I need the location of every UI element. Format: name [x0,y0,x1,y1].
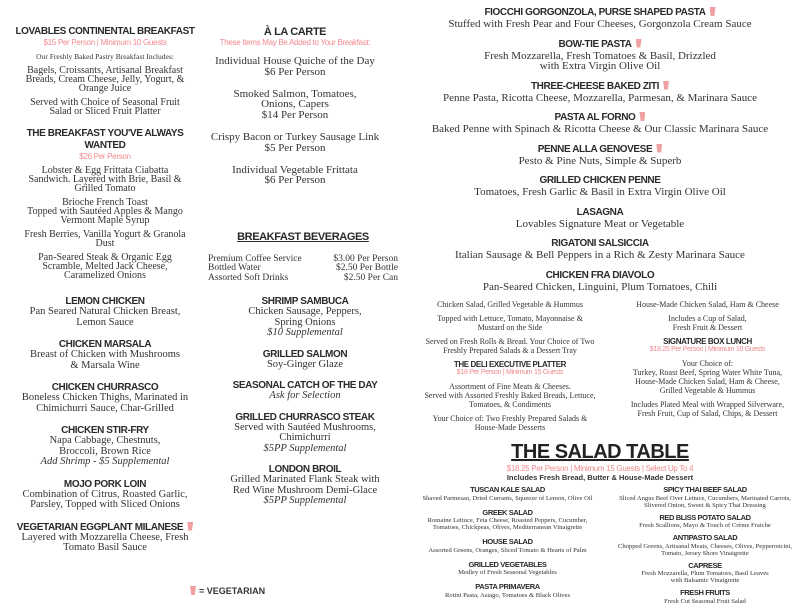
menu-item-title [405,583,610,592]
description-line: Assorted Greens, Oranges, Sliced Tomato & Hearts of Palm [428,546,587,554]
description-line: Pan-Seared Steak & Organic Egg [38,252,172,263]
beverage-row [208,274,398,284]
menu-item [610,589,800,605]
menu-item [400,270,800,293]
description-line: Tomatoes, Chickpeas, Olives, Mediterranean Vinaigrette [432,524,583,531]
description-line: Parsley, Topped with Sliced Onions [30,499,180,510]
menu-item [610,534,800,557]
vegetarian-icon [636,39,642,48]
description-line: Penne Pasta, Ricotta Cheese, Mozzarella, Parmesan, & Marinara Sauce [443,91,757,104]
description-line: $6 Per Person [264,65,326,78]
salad-table-includes: Includes Fresh Bread, Butter & House-Made Dessert [506,473,694,482]
menu-item-title [615,337,800,346]
menu-item [610,562,800,585]
description-line: Sandwich. Layered with Brie, Basil & [28,174,182,185]
description-line: Chopped Greens, Artisanal Meats, Cheeses, Olives, Pepperoncini, [617,542,793,550]
menu-item-description [5,230,205,248]
menu-item-title-text: CHICKEN STIR-FRY [61,425,149,436]
vegetarian-icon [656,144,662,153]
menu-item-title-text: PASTA PRIMAVERA [475,582,540,591]
menu-item-title [195,26,395,38]
description-line: Served with Assorted Freshly Baked Breads, Lettuce, [424,391,596,400]
breakfast-packages-column [5,26,205,292]
menu-item-title-text: HOUSE SALAD [482,537,533,546]
menu-item [400,238,800,261]
menu-item [405,300,615,355]
description-line: Assortment of Fine Meats & Cheeses. [449,382,571,391]
menu-item-description [400,219,800,230]
menu-item-description [400,187,800,198]
menu-item-description [610,495,800,509]
menu-item-description [610,598,800,605]
menu-item-description [400,282,800,293]
menu-item-title [610,589,800,598]
menu-item-description [5,66,205,93]
description-line: Chicken Sausage, Peppers, [248,306,362,317]
description-line: Grilled Marinated Flank Steak with [230,474,380,485]
description-line: Tomatoes, & Condiments [469,400,551,409]
menu-item-description [405,517,610,531]
menu-item-title [0,479,210,490]
description-line: Bagels, Croissants, Artisanal Breakfast [27,65,183,76]
menu-item-description [210,307,400,339]
menu-item-title [405,509,610,518]
description-line: Grilled Tomato [74,183,136,194]
menu-item-description [615,400,800,418]
menu-item [0,382,210,414]
menu-item [615,337,800,418]
menu-item-description [400,51,800,72]
menu-item-description [5,52,205,61]
entrees-left-column [0,296,210,558]
menu-item-title-text: CHICKEN MARSALA [58,339,152,350]
menu-item-title-text: LASAGNA [576,206,624,218]
description-line: Fresh Berries, Vanilla Yogurt & Granola [24,229,186,240]
description-line: Fresh Mozzarella, Fresh Tomatoes & Basil, Drizzled [484,49,716,62]
description-line: Fresh Cut Seasonal Fruit Salad [664,597,746,605]
menu-item [400,207,800,230]
menu-item-title [400,81,800,93]
menu-item-title-text: GRILLED CHICKEN PENNE [539,175,661,186]
description-line: & Marsala Wine [70,359,140,371]
description-line: Rotini Pasta, Asiago, Tomatoes & Black Olives [444,591,571,599]
description-line: Vermont Maple Syrup [60,215,150,226]
menu-item-price: $15 Per Person | Minimum 10 Guests [43,38,167,47]
description-line: Served on Fresh Rolls & Bread. Your Choice of Two [425,337,595,346]
description-line: Italian Sausage & Bell Peppers in a Rich & Zesty Marinara Sauce [455,249,745,261]
menu-item-description [195,165,395,187]
menu-item-title-text: FIOCCHI GORGONZOLA, PURSE SHAPED PASTA [484,7,706,18]
menu-item-title-text: FRESH FRUITS [680,588,730,597]
menu-item-title [405,538,610,547]
menu-item-title-text: LEMON CHICKEN [65,296,145,307]
description-line: House-Made Desserts [474,423,546,432]
description-line: Combination of Citrus, Roasted Garlic, [22,488,188,500]
menu-item-title [5,26,205,38]
menu-item-title-text: SPICY THAI BEEF SALAD [663,485,747,494]
vegetarian-icon [190,586,196,595]
menu-item-title [405,486,610,495]
menu-item [210,296,400,339]
menu-item [610,514,800,530]
menu-item-description [405,382,615,409]
menu-item-title [610,514,800,523]
description-line: Chicken Salad, Grilled Vegetable & Hummus [436,300,584,309]
description-line: Dust [95,238,115,249]
menu-item [405,486,610,502]
menu-item-price: $18 Per Person | Minimum 15 Guests [456,369,564,376]
menu-item [400,144,800,167]
salad-table-title: THE SALAD TABLE [511,441,689,463]
menu-item-description [405,337,615,355]
description-line: Stuffed with Fresh Pear and Four Cheeses, Gorgonzola Cream Sauce [448,18,752,30]
menu-item-description [610,543,800,557]
description-line: Fresh Fruit & Dessert [672,323,743,332]
menu-item-description [400,93,800,104]
menu-item-title [400,39,800,51]
description-line: Slivered Onion, Sweet & Spicy Thai Dressing [644,501,766,509]
menu-item [0,522,210,554]
description-line: with Extra Virgin Olive Oil [539,60,661,72]
breakfast-beverages [208,233,398,283]
vegetarian-icon [710,7,716,16]
menu-item-title-text: VEGETARIAN EGGPLANT MILANESE [16,521,184,533]
menu-item [0,425,210,468]
menu-item [610,486,800,509]
menu-item-price: $18.25 Per Person | Minimum 10 Guests [649,346,766,353]
menu-item-title-text: GRILLED VEGETABLES [468,559,547,569]
beverage-price: $2.50 Per Bottle [335,263,398,273]
menu-item-title [400,270,800,282]
menu-item-title-text: MOJO PORK LOIN [63,478,147,490]
salads-right-column [610,486,800,610]
description-line: Breast of Chicken with Mushrooms [30,349,180,360]
vegetarian-icon [639,112,645,121]
pasta-column [400,7,800,301]
description-line: Smoked Salmon, Tomatoes, [233,87,357,100]
description-line: Your Choice of: [681,359,734,368]
description-line: Fresh Fruit, Cup of Salad, Chips, & Dessert [637,409,778,418]
menu-item-title-text: BOW-TIE PASTA [558,38,632,50]
vegetarian-icon [663,81,669,90]
menu-item-title-text: SIGNATURE BOX LUNCH [663,337,752,346]
description-line: Fresh Mozzarella, Plum Tomatoes, Basil Leaves [641,570,769,577]
menu-item-title-text: SEASONAL CATCH OF THE DAY [232,380,378,391]
description-line: Medley of Fresh Seasonal Vegetables [458,569,557,576]
description-line: Baked Penne with Spinach & Ricotta Cheese & Our Classic Marinara Sauce [431,123,769,135]
description-line: Pesto & Pine Nuts, Simple & Superb [518,154,682,167]
description-line: Breads, Cream Cheese, Jelly, Yogurt, & [25,74,185,85]
menu-item-description [0,350,210,371]
description-line: Brioche French Toast [62,197,148,208]
description-line: Onions, Capers [261,98,329,111]
menu-item-title-text: SHRIMP SAMBUCA [261,296,349,307]
deli-right-column [615,300,800,423]
menu-item [400,7,800,30]
description-line: Lemon Sauce [76,316,134,328]
menu-item-title [5,128,205,152]
description-line: Red Wine Mushroom Demi-Glace [232,484,378,496]
menu-item [0,339,210,371]
description-line: Turkey, Roast Beef, Spring Water White Tuna, [632,368,783,377]
description-line: Shaved Parmesan, Dried Currants, Squeeze of Lemon, Olive Oil [422,494,593,502]
menu-item-description [400,156,800,167]
description-line: Freshly Prepared Salads & a Dessert Tray [443,346,577,355]
vegetarian-legend [190,586,265,596]
description-line: Napa Cabbage, Chestnuts, [49,435,161,446]
menu-item-description [400,250,800,261]
description-line: Topped with Lettuce, Tomato, Mayonnaise & [437,314,583,323]
menu-item [400,175,800,198]
description-line: Salad or Sliced Fruit Platter [49,106,161,117]
description-line: Soy-Ginger Glaze [266,358,344,370]
description-line: Romaine Lettuce, Feta Cheese, Roasted Peppers, Cucumber, [427,517,588,524]
description-line: Tomato Basil Sauce [63,542,147,553]
menu-item [0,479,210,511]
menu-item-description [0,436,210,468]
menu-item-description [610,570,800,584]
menu-item-description [195,89,395,121]
menu-item-description [210,360,400,371]
description-line: Includes Plated Meal with Wrapped Silverware, [630,400,785,409]
description-line: Lobster & Egg Frittata Ciabatta [41,165,169,176]
menu-item-description [5,166,205,193]
description-line: House-Made Chicken Salad, Ham & Cheese [636,300,779,309]
menu-item-description [615,300,800,309]
supplemental-note: $5PP Supplemental [263,495,347,506]
description-line: Tomatoes, Fresh Garlic & Basil in Extra Virgin Olive Oil [474,186,726,198]
menu-item-title-text: PENNE ALLA GENOVESE [537,143,653,155]
menu-item-description [615,314,800,332]
description-line: Sliced Angus Beef Over Lettuce, Cucumbers, Marinated Carrots, [619,494,791,502]
entrees-right-column [210,296,400,516]
menu-item [400,39,800,72]
description-line: Fresh Scallions, Mayo & Touch of Crème Fraiche [639,522,771,529]
menu-item-description [400,19,800,30]
menu-item-title-text: RED BLISS POTATO SALAD [659,512,751,522]
menu-item-description [195,56,395,78]
description-line: Spring Onions [274,316,336,328]
menu-item-description [405,592,610,599]
beverage-price: $2.50 Per Can [343,272,398,283]
menu-item-description [0,307,210,328]
description-line: Tomato, Jersey Shore Vinaigrette [661,549,749,557]
deli-left-column [405,300,615,437]
menu-item-title-text: THREE-CHEESE BAKED ZITI [530,80,660,92]
menu-item [210,349,400,371]
menu-item-title-text: LOVABLES CONTINENTAL BREAKFAST [15,26,195,37]
menu-item [405,561,610,577]
description-line: Individual Vegetable Frittata [232,163,358,176]
description-line: Our Freshly Baked Pastry Breakfast Includes: [36,52,174,61]
description-line: Includes a Cup of Salad, [668,314,747,323]
menu-item [615,300,800,332]
beverage-name: Premium Coffee Service [208,253,302,264]
supplemental-note: $5PP Supplemental [263,442,347,454]
menu-item-title-text: GRILLED CHURRASCO STEAK [235,411,375,423]
menu-item-description [405,414,615,432]
menu-item [400,112,800,135]
description-line: Served with Sautéed Mushrooms, [234,421,376,433]
menu-item-title [210,349,400,360]
description-line: Orange Juice [78,83,132,94]
description-line: Lovables Signature Meat or Vegetable [515,217,685,230]
menu-item-description [610,522,800,529]
supplemental-note: $10 Supplemental [267,327,343,338]
beverage-price: $3.00 Per Person [333,253,398,264]
menu-item-title [610,534,800,543]
a-la-carte-column [195,26,395,197]
description-line: Chimichurri [279,432,331,443]
legend-label: = VEGETARIAN [199,586,266,596]
menu-item-title [400,144,800,156]
description-line: Boneless Chicken Thighs, Marinated in [21,392,189,403]
menu-item-title [610,486,800,495]
menu-item-description [210,423,400,455]
description-line: Broccoli, Brown Rice [59,445,151,457]
description-line: Topped with Sautéed Apples & Mango [27,206,183,217]
menu-item-description [5,198,205,225]
menu-item-title-text: CHICKEN FRA DIAVOLO [545,269,655,281]
beverages-title: BREAKFAST BEVERAGES [237,231,369,243]
menu-item-title-text: ANTIPASTO SALAD [672,533,738,542]
menu-item-price: $26 Per Person [79,152,131,161]
menu-item-title [405,360,615,369]
menu-item [0,296,210,328]
menu-item-title-text: PASTA AL FORNO [554,112,636,123]
supplemental-note: Add Shrimp - $5 Supplemental [40,456,170,467]
menu-item-description [0,490,210,511]
salad-table-price: $18.25 Per Person | Minimum 15 Guests | Select Up To 4 [506,464,694,473]
menu-item-description [400,124,800,135]
description-line: $5 Per Person [264,141,326,154]
description-line: Pan-Seared Chicken, Linguini, Plum Tomatoes, Chili [482,280,718,293]
description-line: Grilled Vegetable & Hummus [659,386,756,395]
menu-item-title-text: THE DELI EXECUTIVE PLATTER [453,360,567,369]
description-line: Served with Choice of Seasonal Fruit [30,97,180,108]
menu-item [210,412,400,455]
menu-item [400,81,800,104]
salads-left-column [405,486,610,606]
menu-item-title-text: RIGATONI SALSICCIA [551,238,649,249]
menu-item [195,26,395,186]
description-line: Your Choice of: Two Freshly Prepared Salads & [432,414,588,423]
menu-item-description [405,300,615,309]
menu-item-title [610,562,800,571]
menu-item-title-text: À LA CARTE [263,26,327,38]
menu-item-title [400,207,800,219]
menu-item-title-text: GRILLED SALMON [262,348,348,360]
description-line: House-Made Chicken Salad, Ham & Cheese, [635,377,780,386]
menu-item-description [405,569,610,576]
menu-item [405,509,610,532]
menu-item-title [0,522,210,533]
menu-item-description [615,359,800,395]
description-line: Layered with Mozzarella Cheese, Fresh [21,531,189,543]
menu-item-description [5,98,205,116]
menu-item-title-text: TUSCAN KALE SALAD [470,485,545,494]
menu-item [5,128,205,280]
description-line: Chimichurri Sauce, Char-Grilled [36,402,174,414]
menu-item-description [405,547,610,554]
menu-item-description [0,393,210,414]
menu-item-title-text: LONDON BROIL [268,464,342,475]
description-line: $6 Per Person [264,174,326,187]
description-line: Crispy Bacon or Turkey Sausage Link [210,130,380,143]
description-line: Mustard on the Side [477,323,543,332]
menu-item [405,538,610,554]
description-line: Pan Seared Natural Chicken Breast, [29,306,181,317]
menu-item-description [5,253,205,280]
menu-item [405,360,615,432]
vegetarian-icon [187,522,193,531]
menu-item-price: These Items May Be Added to Your Breakfast: [219,38,371,47]
menu-item-title [405,561,610,570]
menu-item-title-text: CAPRESE [688,560,722,570]
description-line: with Balsamic Vinaigrette [670,577,740,584]
supplemental-note: Ask for Selection [269,390,341,401]
menu-item [405,583,610,599]
description-line: $14 Per Person [261,109,329,122]
menu-item-description [210,475,400,507]
description-line: Individual House Quiche of the Day [215,55,375,67]
menu-item-title-text: CHICKEN CHURRASCO [51,382,159,393]
menu-item-description [405,495,610,502]
salad-table-header [400,440,800,482]
menu-item-description [195,132,395,154]
menu-item [210,464,400,507]
description-line: Scramble, Melted Jack Cheese, [42,261,168,272]
menu-item-title [210,412,400,423]
menu-item-title-text: GREEK SALAD [482,507,533,517]
menu-item-description [405,314,615,332]
menu-item [210,380,400,402]
menu-item-description [210,391,400,402]
menu-item-title-text: THE BREAKFAST YOU'VE ALWAYS WANTED [26,128,184,151]
beverage-name: Assorted Soft Drinks [208,272,289,283]
menu-item-description [0,533,210,554]
menu-item [5,26,205,116]
beverage-name: Bottled Water [208,263,261,273]
description-line: Caramelized Onions [64,270,146,281]
